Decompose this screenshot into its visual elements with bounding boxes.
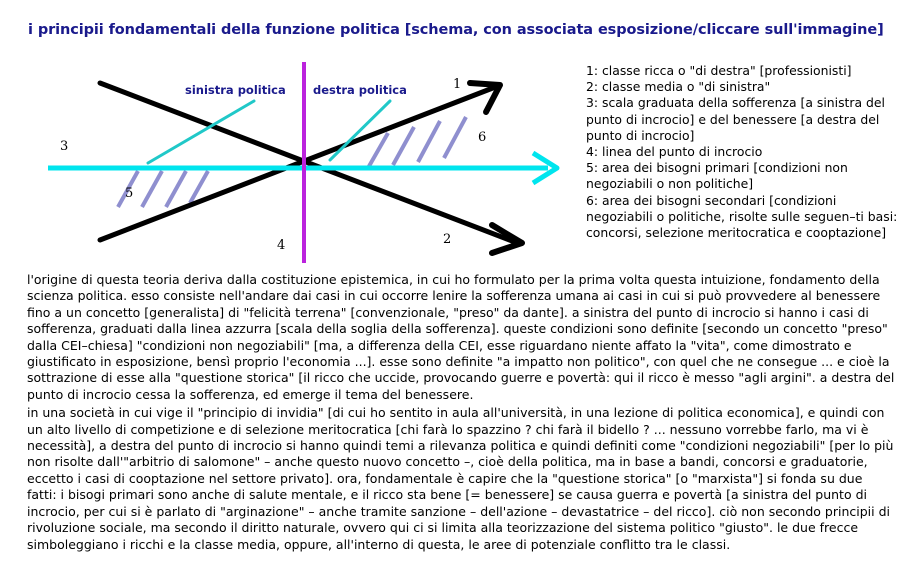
diagram-marker-1: 1: [453, 77, 462, 92]
article-body: [27, 272, 895, 553]
diagram-marker-4: 4: [277, 238, 286, 253]
diagram-legend: 1: classe ricca o "di destra" [professionisti] 2: classe media o "di sinistra" 3: scala graduata della sofferenza [a sinistra del punto di incrocio] e del benessere [a destra del punto di incrocio] 4: linea del punto di incrocio 5: area dei bisogni primari [condizioni non negoziabili o non politiche] 6: area dei bisogni secondari [condizioni negoziabili o politiche, risolte sulle seguen–ti basi: concorsi, selezione meritocratica e cooptazione]: [586, 63, 898, 241]
pointer-line-sinistra: [148, 101, 254, 163]
label-sinistra-politica: sinistra politica: [185, 83, 286, 97]
diagram-marker-3: 3: [60, 139, 69, 154]
diagram-marker-6: 6: [478, 130, 487, 145]
body-paragraph-1: l'origine di questa teoria deriva dalla costituzione epistemica, in cui ho formulato per la prima volta questa intuizione, fondamento della scienza politica. esso consiste nell'andare dai casi in cui occorre lenire la sofferenza umana ai casi in cui si può provvedere al benessere fino a un concetto [generalista] di "felicità terrena" [convenzionale, "preso" da dante]. a sinistra del punto di incrocio si hanno i casi di sofferenza, graduati dalla linea azzurra [scala della soglia della sofferenza]. queste condizioni sono definite [secondo un concetto "preso" dalla CEI–chiesa] "condizioni non negoziabili" [ma, a differenza della CEI, esse riguardano niente affato la "vita", come dimostrato e giustificato in esposizione, bensì proprio l'economia ...]. esse sono definite "a impatto non politico", con quel che ne consegue ... e cioè la sottrazione di esse alla "questione storica" [il ricco che uccide, provocando guerre e povertà: qui il ricco è messo "agli argini". a destra del punto di incrocio cessa la sofferenza, ed emerge il tema del benessere.: [27, 272, 895, 402]
diagram-canvas: [0, 55, 580, 270]
body-paragraph-2: in una società in cui vige il "principio di invidia" [di cui ho sentito in aula all'università, in una lezione di politica economica], e quindi con un alto livello di competizione e di selezione meritocratica [chi farà lo spazzino ? chi farà il bidello ? ... nessuno vorrebbe farlo, ma vi è necessità], a destra del punto di incrocio si hanno quindi temi a rilevanza politica e quindi definiti come "condizioni negoziabili" [per lo più non risolte dall'"arbitrio di salomone" – anche questo nuovo concetto –, cioè della politica, ma in base a bandi, concorsi e graduatorie, eccetto i casi di cooptazione nel settore privato]. ora, fondamentale è capire che la "questione storica" [o "marxista"] si fonda su due fatti: i bisogi primari sono anche di salute mentale, e il ricco sta bene [= benessere] se causa guerra e povertà [a sinistra del punto di incrocio, per cui si è parlato di "arginazione" – anche tramite sanzione – dell'azione – devastatrice – del ricco]. ciò non secondo principii di rivoluzione sociale, ma secondo il diritto naturale, ovvero qui ci si limita alla teorizzazione del sistema politico "giusto". le due frecce simboleggiano i ricchi e la classe media, oppure, all'interno di questa, le aree di potenziale conflitto tra le classi.: [27, 405, 894, 552]
political-function-diagram[interactable]: [0, 55, 580, 270]
diagram-marker-2: 2: [443, 232, 452, 247]
label-destra-politica: destra politica: [313, 83, 407, 97]
diagram-marker-5: 5: [125, 186, 134, 201]
hatch-area-6-secondary-needs: [368, 117, 466, 168]
page-title: i principii fondamentali della funzione politica [schema, con associata esposizione/cliccare sull'immagine]: [28, 22, 884, 38]
